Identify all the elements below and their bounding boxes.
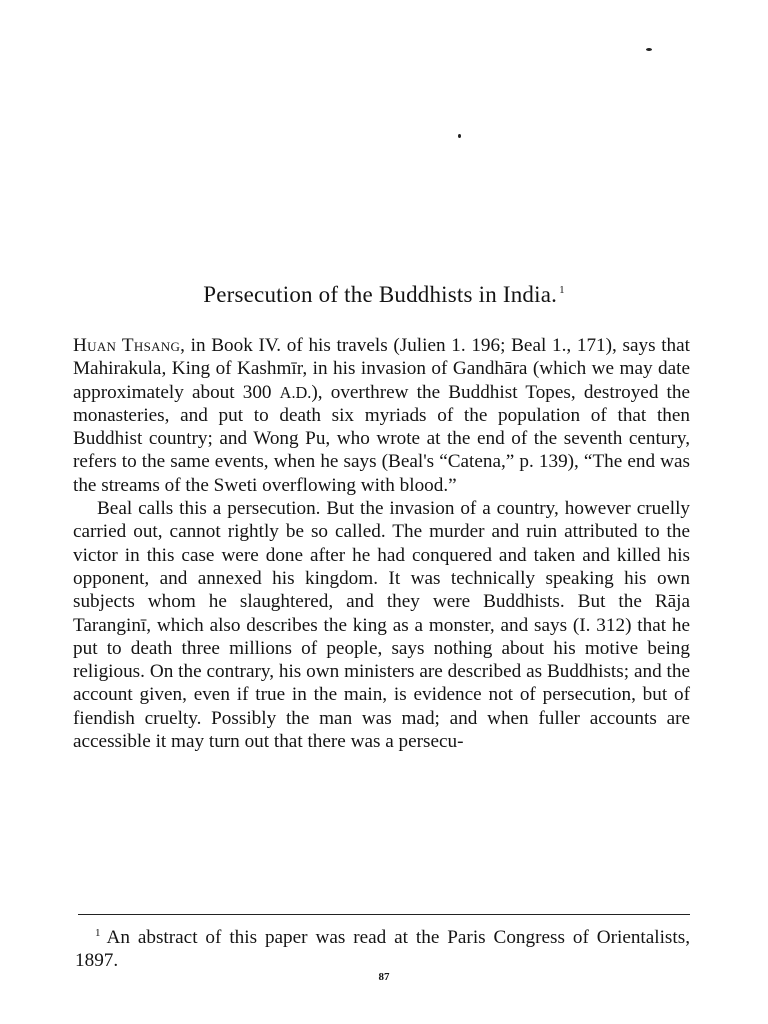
paragraph-text: , in Book IV. of his travels (Julien 1. 196; Beal 1., 171), says that Mahirakula, King of Kashmīr, in his invasion of Gandhāra (which we may date approximately about 300	[73, 335, 690, 403]
footnote	[75, 922, 690, 973]
paragraph	[73, 334, 690, 497]
scan-speck	[646, 48, 652, 51]
author-name: Huan Thsang	[73, 335, 181, 356]
paragraph-text: ), overthrew the Buddhist Topes, destroyed the monasteries, and put to death six myriads of the population of that then Buddhist country; and Wong Pu, who wrote at the end of the seventh century, refers to the same events, when he says (Beal's “Catena,” p. 139), “The end was the streams of the Sweti overflowing with blood.”	[73, 381, 690, 496]
footnote-marker: 1	[559, 284, 565, 296]
era-abbreviation: A.D.	[279, 382, 312, 402]
paragraph: Beal calls this a persecution. But the invasion of a country, however cruelly carried out, cannot rightly be so called. The murder and ruin attributed to the victor in this case were done after he had conquered and taken and killed his opponent, and annexed his kingdom. It was technically speaking his own subjects whom he slaughtered, and they were Buddhists. But the Rāja Taranginī, which also describes the king as a monster, and says (I. 312) that he put to death three millions of people, says nothing about his motive being religious. On the contrary, his own ministers are described as Buddhists; and the account given, even if true in the main, is evidence not of persecution, but of fiendish cruelty. Possibly the man was mad; and when fuller accounts are accessible it may turn out that there was a persecu-	[73, 498, 690, 753]
chapter-title	[72, 282, 696, 308]
scan-speck	[458, 134, 461, 138]
page-number: 87	[378, 971, 390, 983]
body-text	[73, 334, 690, 753]
footnote-divider	[78, 914, 690, 915]
footnote-marker: 1	[95, 927, 101, 939]
footnote-text: An abstract of this paper was read at the Paris Congress of Orientalists, 1897.	[75, 927, 690, 972]
chapter-title-text: Persecution of the Buddhists in India.	[203, 282, 558, 307]
